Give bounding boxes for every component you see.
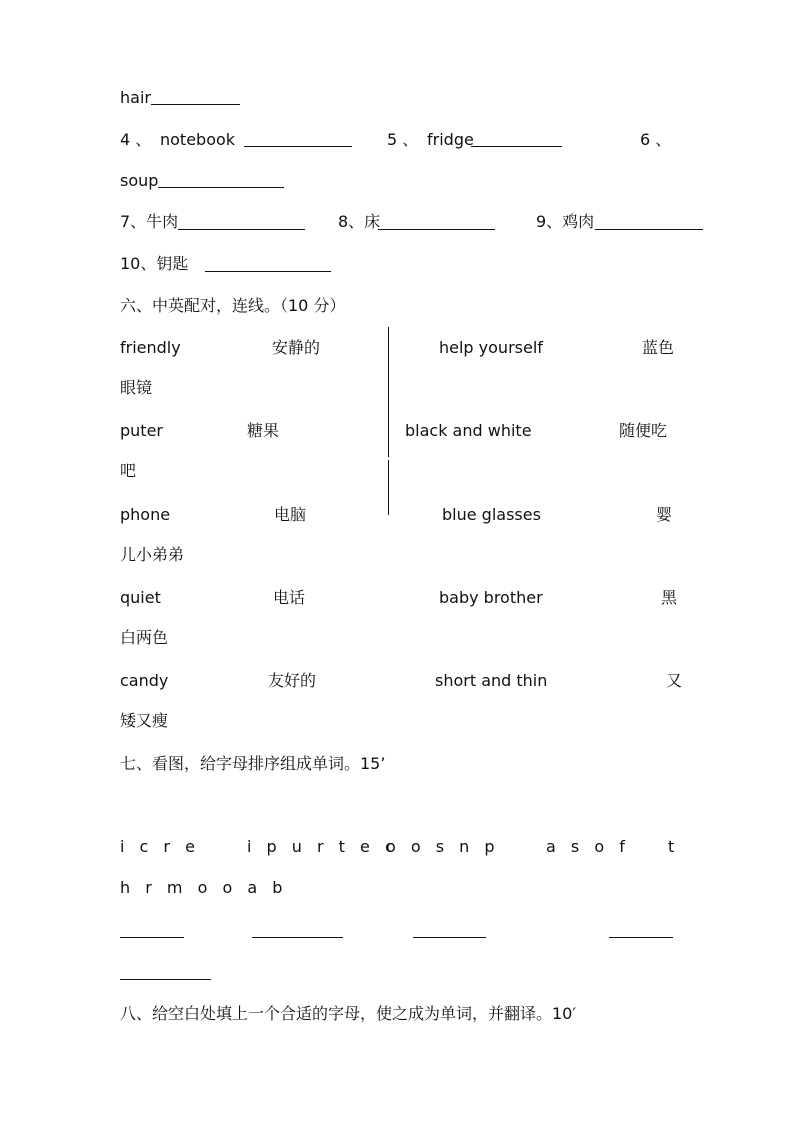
- match-right-cn-cont: 吧: [120, 461, 137, 480]
- match-left-en: quiet: [120, 588, 161, 607]
- match-left-cn: 电脑: [274, 505, 307, 524]
- answer-blank[interactable]: [252, 937, 343, 938]
- scrambled-word: i c r e: [120, 837, 200, 856]
- column-divider: [388, 460, 389, 515]
- section-8-heading: 八、给空白处填上一个合适的字母，使之成为单词，并翻译。10′: [120, 1004, 576, 1023]
- item-4-number: 4 、: [120, 130, 152, 149]
- match-right-cn-cont: 矮又瘦: [120, 711, 169, 730]
- vocab-bed: 8、床: [338, 212, 381, 231]
- answer-blank[interactable]: [178, 229, 305, 230]
- match-right-cn: 又: [666, 671, 683, 690]
- answer-blank[interactable]: [120, 979, 211, 980]
- section-6-heading: 六、中英配对，连线。（10 分）: [120, 296, 346, 315]
- match-right-en: black and white: [405, 421, 532, 440]
- vocab-fridge: fridge: [427, 130, 474, 149]
- item-6-number: 6 、: [640, 130, 672, 149]
- match-right-en: short and thin: [435, 671, 548, 690]
- match-right-cn: 婴: [656, 505, 673, 524]
- vocab-soup: soup: [120, 171, 159, 190]
- match-right-cn: 随便吃: [619, 421, 668, 440]
- match-right-cn-cont: 儿小弟弟: [120, 545, 185, 564]
- match-left-en: phone: [120, 505, 171, 524]
- vocab-chicken: 9、鸡肉: [536, 212, 595, 231]
- answer-blank[interactable]: [609, 937, 673, 938]
- match-left-en: friendly: [120, 338, 181, 357]
- match-left-cn: 安静的: [272, 338, 321, 357]
- match-right-en: help yourself: [439, 338, 543, 357]
- answer-blank[interactable]: [205, 271, 331, 272]
- section-7-heading: 七、看图，给字母排序组成单词。15’: [120, 754, 386, 773]
- answer-blank[interactable]: [244, 146, 352, 147]
- scrambled-word: a s o f: [546, 837, 630, 856]
- match-right-en: baby brother: [439, 588, 543, 607]
- item-5-number: 5 、: [387, 130, 419, 149]
- vocab-beef: 7、牛肉: [120, 212, 179, 231]
- scrambled-word: o o s n p: [386, 837, 500, 856]
- answer-blank[interactable]: [471, 146, 562, 147]
- match-left-cn: 电话: [273, 588, 306, 607]
- answer-blank[interactable]: [413, 937, 486, 938]
- vocab-key: 10、钥匙: [120, 254, 189, 273]
- answer-blank[interactable]: [378, 229, 495, 230]
- answer-blank[interactable]: [595, 229, 703, 230]
- scrambled-word: h r m o o a b: [120, 878, 288, 897]
- match-left-cn: 友好的: [268, 671, 317, 690]
- scrambled-word: i p u r t e c: [247, 837, 399, 856]
- scrambled-word: t: [668, 837, 675, 856]
- answer-blank[interactable]: [120, 937, 184, 938]
- match-left-en: candy: [120, 671, 169, 690]
- match-right-cn: 黑: [661, 588, 678, 607]
- vocab-notebook: notebook: [160, 130, 236, 149]
- match-left-en: puter: [120, 421, 163, 440]
- match-right-en: blue glasses: [442, 505, 541, 524]
- match-right-cn-cont: 眼镜: [120, 378, 153, 397]
- answer-blank[interactable]: [151, 104, 240, 105]
- column-divider: [388, 327, 389, 457]
- match-left-cn: 糖果: [247, 421, 280, 440]
- answer-blank[interactable]: [158, 187, 284, 188]
- match-right-cn: 蓝色: [642, 338, 675, 357]
- vocab-hair: hair: [120, 88, 151, 107]
- match-right-cn-cont: 白两色: [120, 628, 169, 647]
